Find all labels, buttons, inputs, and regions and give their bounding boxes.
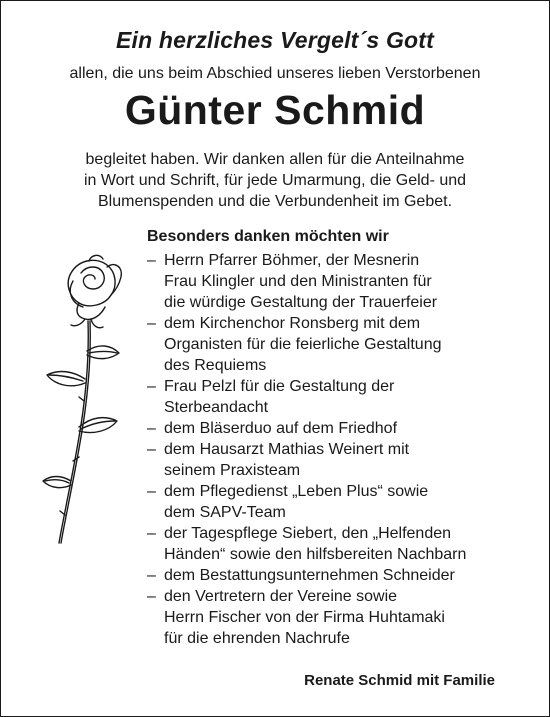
dash-bullet: – [147, 420, 156, 437]
thanks-line: begleitet haben. Wir danken allen für die Anteilnahme [85, 151, 465, 168]
list-item-line: dem Bestattungsunternehmen Schneider [164, 567, 455, 584]
deceased-name: Günter Schmid [124, 87, 426, 133]
list-item [147, 439, 466, 481]
list-item [147, 313, 466, 376]
special-thanks-heading: Besonders danken möchten wir [147, 228, 389, 245]
dash-bullet: – [147, 252, 156, 269]
list-item-line: dem SAPV-Team [164, 504, 286, 521]
dash-bullet: – [147, 525, 156, 542]
dash-bullet: – [147, 441, 156, 458]
notice-heading: Ein herzliches Vergelt´s Gott [115, 27, 435, 53]
list-item-line: der Tagespflege Siebert, den „Helfenden [164, 525, 452, 542]
list-item-line: dem Pflegedienst „Leben Plus“ sowie [164, 483, 429, 500]
list-item [147, 481, 466, 523]
list-item-line: Händen“ sowie den hilfsbereiten Nachbarn [164, 546, 467, 563]
thanks-line: Blumenspenden und die Verbundenheit im Gebet. [97, 193, 453, 210]
list-item-line: seinem Praxisteam [164, 462, 301, 479]
special-thanks-list [147, 250, 466, 649]
list-item-line: dem Kirchenchor Ronsberg mit dem [164, 315, 421, 332]
list-item [147, 376, 466, 418]
list-item-line: für die ehrenden Nachrufe [164, 630, 350, 647]
list-item-line: Sterbeandacht [164, 399, 269, 416]
list-item [147, 418, 466, 439]
thanks-line: in Wort und Schrift, für jede Umarmung, die Geld- und [83, 172, 467, 189]
intro-line: allen, die uns beim Abschied unseres lieben Verstorbenen [69, 65, 481, 82]
list-item-line: dem Bläserduo auf dem Friedhof [164, 420, 398, 437]
list-item-line: Organisten für die feierliche Gestaltung [164, 336, 442, 353]
rose-icon [27, 251, 147, 551]
list-item-line: Herrn Fischer von der Firma Huhtamaki [164, 609, 445, 626]
signature: Renate Schmid mit Familie [304, 672, 495, 689]
dash-bullet: – [147, 483, 156, 500]
dash-bullet: – [147, 378, 156, 395]
list-item [147, 250, 466, 313]
list-item-line: die würdige Gestaltung der Trauerfeier [164, 294, 438, 311]
list-item-line: Frau Klingler und den Ministranten für [164, 273, 432, 290]
dash-bullet: – [147, 315, 156, 332]
dash-bullet: – [147, 567, 156, 584]
list-item-line: dem Hausarzt Mathias Weinert mit [164, 441, 410, 458]
list-item-line: Frau Pelzl für die Gestaltung der [164, 378, 395, 395]
thanks-paragraph [21, 149, 529, 212]
list-item-line: des Requiems [164, 357, 267, 374]
list-item [147, 523, 466, 565]
list-item [147, 586, 466, 649]
list-item-line: den Vertretern der Vereine sowie [164, 588, 398, 605]
list-item-line: Herrn Pfarrer Böhmer, der Mesnerin [164, 252, 420, 269]
dash-bullet: – [147, 588, 156, 605]
list-item [147, 565, 466, 586]
